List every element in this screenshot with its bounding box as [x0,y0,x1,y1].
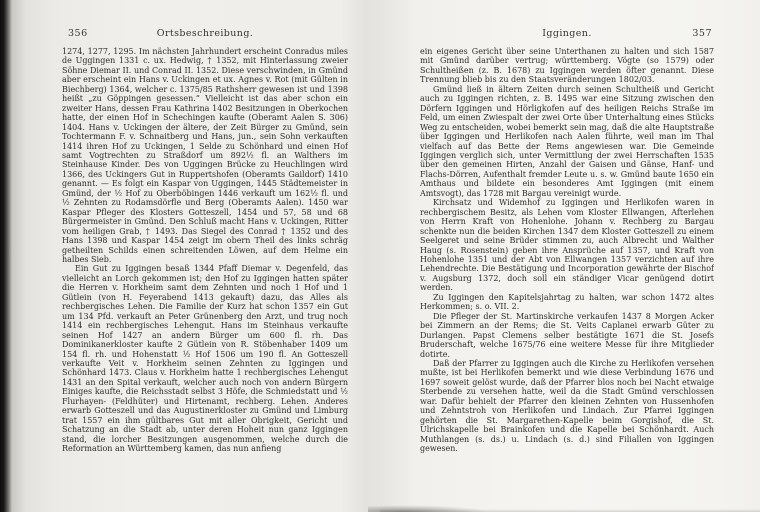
paragraph: ein eigenes Gericht über seine Unterthanen zu halten und sich 1587 mit Gmünd darüber vertrug; württemberg. Vögte (so 1579) oder Schultheißen (z. B. 1678) zu Iggingen werden öfter genannt. Diese Trennung blieb bis zu den Staatsveränderungen 1802/03. [420,47,714,85]
paragraph: Zu Iggingen den Kapitelsjahrtag zu halten, war schon 1472 altes Herkommen; s. o. VII. 2. [420,292,714,312]
right-page [420,28,714,471]
left-page-number: 356 [68,28,88,39]
left-page-body [62,47,348,471]
paragraph: Daß der Pfarrer zu Iggingen auch die Kirche zu Herlikofen versehen mußte, ist bei Herlikofen bemerkt und wie diese Verbindung 1676 und 1697 soweit gelöst wurde, daß der Pfarrer blos noch bei Nacht etwaige Sterbende zu versehen hatte, weil da die Stadt Gmünd verschlossen war. Dafür behielt der Pfarrer den kleinen Zehnten von Hussenhofen und Zehntstroh von Herlikofen und Lindach. Zur Pfarrei Iggingen gehörten die St. Margarethen-Kapelle beim Gorgishof, die St. Ulrichskapelle bei Brainkofen und die Kapelle bei Schönhardt. Auch Muthlangen (s. ds.) u. Lindach (s. d.) sind Filiallen von Iggingen gewesen. [420,358,714,454]
left-page-header [62,28,348,40]
left-page [62,28,348,471]
right-page-body [420,47,714,471]
paragraph: 1274, 1277, 1295. Im nächsten Jahrhundert erscheint Conradus miles de Uggingen 1331 c. ux. Hedwig, † 1352, mit Hinterlassung zweier Söhne Diemar II. und Conrad II. 1352. Diese verschwinden, in Gmünd aber erscheint ein Hans v. Uckingen et ux. Agnes v. Rot (mit Gülten in Biechberg) 1364, welcher c. 1375/85 Rathsherr gewesen ist und 1398 heißt „zu Göppingen gesessen.“ Vielleicht ist das aber schon ein zweiter Hans, dessen Frau Kathrina 1402 Besitzungen in Oberkochen hatte, der einen Hof in Schechingen kaufte (Oberamt Aalen S. 306) 1404. Hans v. Uckingen der ältere, der Zeit Bürger zu Gmünd, sein Tochtermann F. v. Schnaitberg und Hans, jun., sein Sohn verkauften 1414 ihren Hof zu Uckingen, 1 Selde zu Schönhard und einen Hof samt Vogtrechten zu Straßdorf um 892½ fl. an Walthers im Steinhause Kinder. Des von Uggingen Brücke zu Heuchlingen wird 1366, des Uckingers Gut in Ruppertshofen (Oberamts Gaildorf) 1410 genannt. — Es folgt ein Kaspar von Uggingen, 1445 Städtemeister in Gmünd, der ½ Hof zu Oberböbingen 1446 verkauft um 162½ fl. und ½ Zehnten zu Rodamsdörfle und Berg (Oberamts Aalen). 1450 war Kaspar Pfleger des Klosters Gotteszell, 1454 und 57, 58 und 68 Bürgermeister in Gmünd. Den Schluß macht Hans v. Uckingen, Ritter vom heiligen Grab, † 1493. Das Siegel des Conrad † 1352 und des Hans 1398 und Kaspar 1454 zeigt im obern Theil des links schräg getheilten Schilds einen schreitenden Löwen, auf dem Helme ein halbes Sieb. [62,47,348,264]
left-running-title: Ortsbeschreibung. [156,28,254,39]
paragraph: Gmünd ließ in ältern Zeiten durch seinen Schultheiß und Gericht auch zu Iggingen richten, z. B. 1495 war eine Sitzung zwischen den Dörfern Iggingen und Hörligkofen auf des heiligen Reichs Straße im Feld, um einen Zwiespalt der zwei Orte über Unterhaltung eines Stücks Weg zu entscheiden, wobei bemerkt sein mag, daß die alte Hauptstraße über Iggingen und Herlikofen nach Aalen führte, weil man im Thal vielfach auf das Bette der Rems angewiesen war. Die Gemeinde Iggingen verglich sich, unter Vermittlung der zwei Herrschaften 1535 über den gemeinen Hirten, Anzahl der Gaisen und Gänse, Hanf- und Flachs-Dörren, Aufenthalt fremder Leute u. s. w. Gmünd baute 1650 ein Amthaus und bildete ein besonderes Amt Iggingen (mit einem Amtsvogt), das 1728 mit Bargau vereinigt wurde. [420,84,714,198]
paragraph: Kirchsatz und Widemhof zu Iggingen und Herlikofen waren in rechbergischem Besitz, als Lehen vom Kloster Ellwangen, Afterlehen von Herrn Kraft von Hohenlohe. Johann v. Rechberg zu Bargau schenkte nun die beiden Kirchen 1347 dem Kloster Gotteszell zu einem Seelgeret und seine Brüder stimmen zu, auch Albrecht und Walther Haug (s. Rosenstein) geben ihre Ansprüche auf 1357, und Kraft von Hohenlohe 1351 und der Abt von Ellwangen 1357 verzichten auf ihre Lehendrechte. Die Bestätigung und Incorporation gewährte der Bischof v. Augsburg 1372, doch soll ein ständiger Vicar genügend dotirt werden. [420,198,714,293]
right-running-title: Iggingen. [542,28,592,39]
right-page-number: 357 [692,28,712,39]
paragraph: Ein Gut zu Iggingen besaß 1344 Pfaff Diemar v. Degenfeld, das vielleicht an Lorch gekommen ist; den Hof zu Iggingen hatten später die Herren v. Horkheim samt dem Zehnten und noch 1 Hof und 1 Gütlein (von H. Feyerabend 1413 gekauft) dazu, das Alles als rechbergisches Lehen. Die Familie der Kurz hat schon 1357 ein Gut um 134 Pfd. verkauft an Peter Grünenberg den Arzt, und trug noch 1414 ein rechbergisches Lehengut. Hans im Steinhaus verkaufte seinen Hof 1427 an andern Bürger um 600 fl. rh. Das Dominikanerkloster kaufte 2 Gütlein von R. Stöbenhaber 1409 um 154 fl. rh. und Hohenstatt ½ Hof 1506 um 190 fl. An Gotteszell verkaufte Veit v. Horkheim seinen Zehnten zu Iggingen und Schönhard 1473. Claus v. Horkheim hatte 1 rechbergisches Lehengut 1431 an den Spital verkauft, welcher auch noch von andern Bürgern Einiges kaufte, die Reichsstadt selbst 3 Höfe, die Schmiedstatt und ½ Flurhayen- (Feldhüter) und Hirtenamt, rechberg. Lehen. Anderes erwarb Gotteszell und das Augustinerkloster zu Gmünd und Limburg trat 1557 ein ihm gültbares Gut mit aller Obrigkeit, Gericht und Schatzung an die Stadt ab, unter deren Hoheit nun ganz Iggingen stand, die lorcher Besitzungen ausgenommen, welche durch die Reformation an Württemberg kamen, das nun anfieng [62,264,348,454]
right-page-header [420,28,714,40]
paragraph: Die Pfleger der St. Martinskirche verkaufen 1437 8 Morgen Acker bei Zimmern an der Rems; die St. Veits Caplanei erwarb Güter zu Durlangen. Papst Clemens selber bestätigte 1671 die St. Josefs Bruderschaft, welche 1675/76 eine weitere Messe für ihre Mitglieder dotirte. [420,311,714,359]
